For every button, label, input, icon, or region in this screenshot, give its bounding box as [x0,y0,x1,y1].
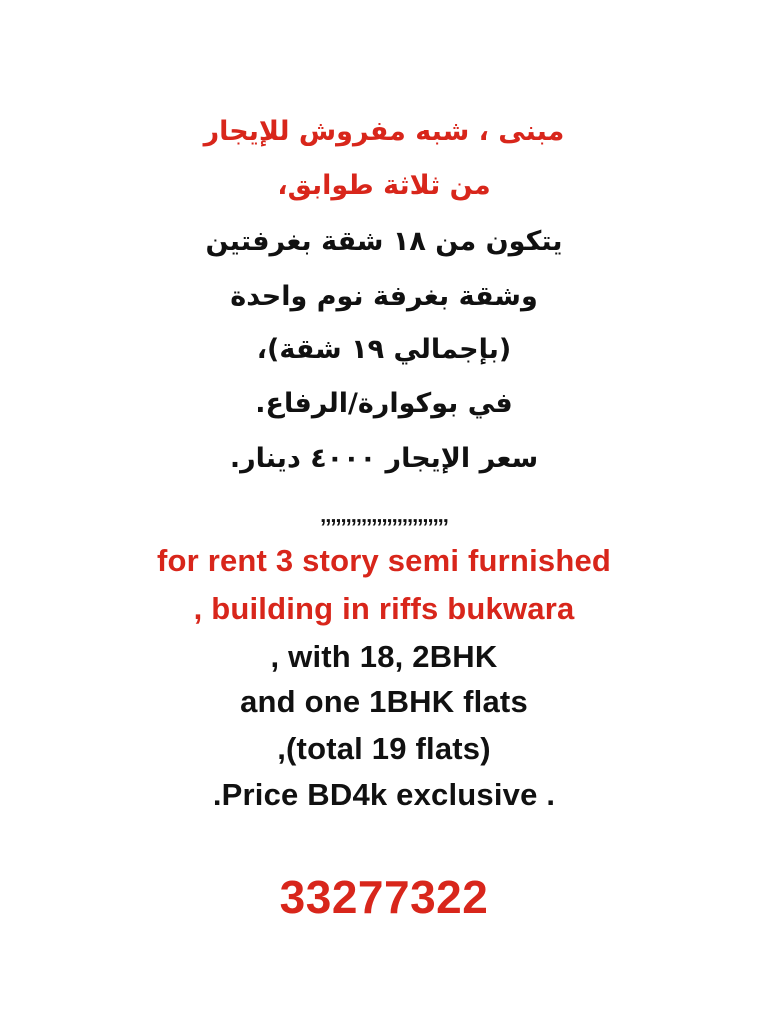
arabic-text-line-4: وشقة بغرفة نوم واحدة [230,281,538,312]
arabic-heading-line-1: مبنى ، شبه مفروش للإيجار [203,116,565,147]
arabic-price-line: سعر الإيجار ٤٠٠٠ دينار. [229,443,539,474]
arabic-heading-line-2: من ثلاثة طوابق، [277,170,491,201]
english-text-line-3: , with 18, 2BHK [270,639,498,674]
separator: ‚‚‚‚‚‚‚‚‚‚‚‚‚‚‚‚‚‚‚‚‚‚‚‚‚ [320,502,448,527]
english-text-line-4: and one 1BHK flats [240,684,528,719]
arabic-text-line-3: يتكون من ١٨ شقة بغرفتين [205,226,563,257]
english-text-line-5: ,(total 19 flats) [277,731,491,766]
english-price-line: .Price BD4k exclusive . [212,777,556,812]
english-heading-line-2: , building in riffs bukwara [193,591,575,626]
arabic-text-line-5: (بإجمالي ١٩ شقة)، [256,334,512,365]
phone-number: 33277322 [279,871,489,923]
arabic-text-line-6: في بوكوارة/الرفاع. [255,388,513,419]
english-heading-line-1: for rent 3 story semi furnished [156,543,612,578]
